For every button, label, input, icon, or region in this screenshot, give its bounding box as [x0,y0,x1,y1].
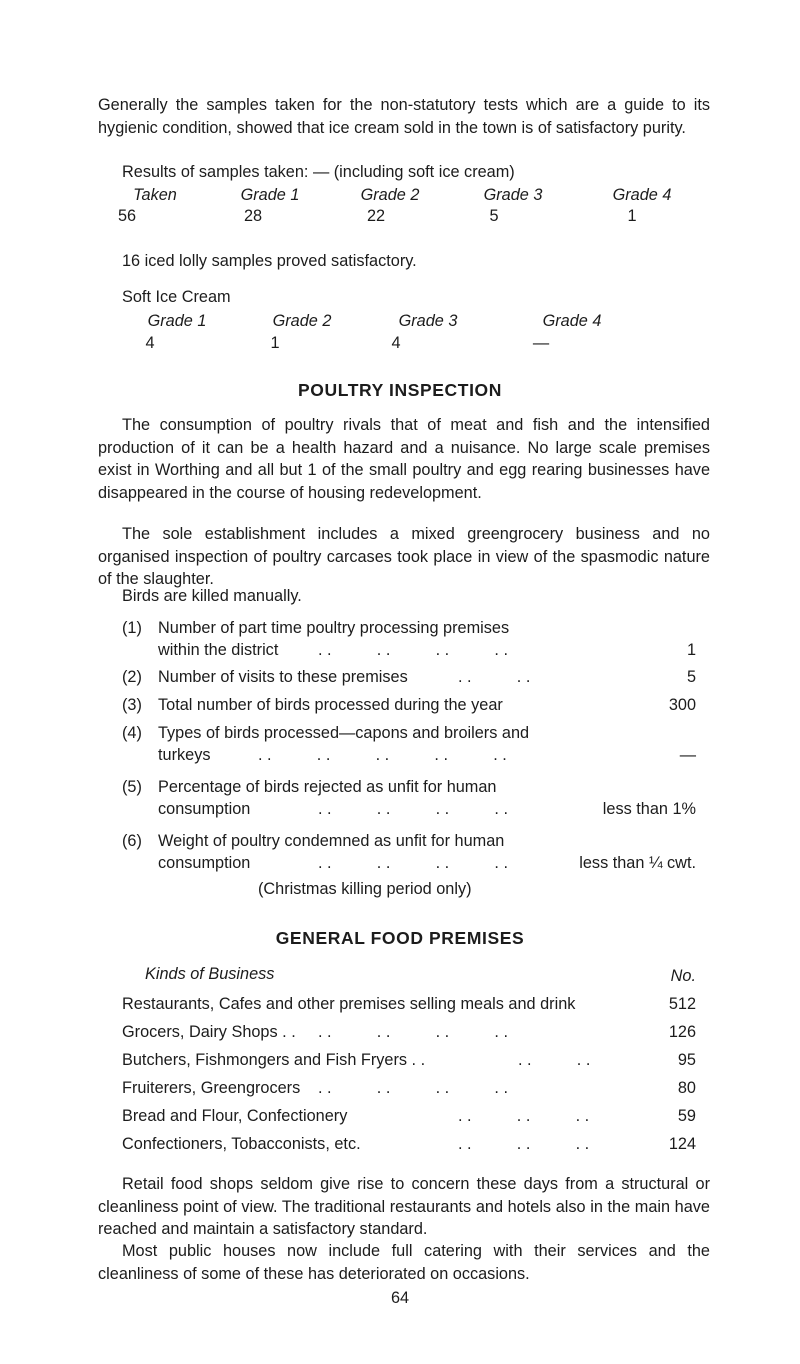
header-taken: Taken [133,186,177,204]
intro-paragraph: Generally the samples taken for the non-statutory tests which are a guide to its hygienic condition, showed that ice cream sold in the town is of satisfactory purity. [98,96,710,137]
value-grade-1: 28 [243,207,263,225]
list-item-text: consumption [158,800,251,818]
value-grade-2: 22 [366,207,386,225]
table-row-no: 59 [677,1107,696,1125]
iced-lolly-note: 16 iced lolly samples proved satisfactory. [122,252,417,270]
food-premises-paragraph-2: Most public houses now include full catering with their services and the cleanliness of some of these has deteriorated on occasions. [98,1242,710,1283]
table-row-kind: Restaurants, Cafes and other premises selling meals and drink [122,995,576,1013]
soft-value-grade-1: 4 [145,334,155,352]
column-header-kind: Kinds of Business [145,965,275,983]
table-row-kind: Bread and Flour, Confectionery [122,1107,348,1125]
value-grade-3: 5 [489,207,499,225]
table-row-no: 95 [677,1051,696,1069]
page-number: 64 [390,1289,410,1307]
list-item-text: Types of birds processed—capons and broilers and [158,724,530,742]
leader-dots: . . . . . . . . [318,1079,508,1097]
table-row-kind: Confectioners, Tobacconists, etc. [122,1135,361,1153]
soft-header-grade-2: Grade 2 [272,312,332,330]
results-label: Results of samples taken: — (including soft ice cream) [122,163,515,181]
leader-dots: . . . . . . . . [318,854,508,872]
leader-dots: . . . . . . . . [318,641,508,659]
leader-dots: . . . . . . . . [318,800,508,818]
leader-dots: . . . . . . . . . . [258,746,507,764]
header-grade-3: Grade 3 [483,186,543,204]
list-item-text: consumption [158,854,251,872]
list-number: (2) [122,668,142,686]
list-number: (6) [122,832,142,850]
list-item-value: 1 [686,641,696,659]
soft-value-grade-4: — [532,334,550,352]
table-row-kind: Butchers, Fishmongers and Fish Fryers . . [122,1051,426,1069]
list-number: (1) [122,619,142,637]
list-item-text: turkeys [158,746,211,764]
leader-dots: . . . . [458,668,531,686]
leader-dots: . . . . . . [458,1135,590,1153]
list-item-value: 5 [686,668,696,686]
christmas-note: (Christmas killing period only) [258,880,472,898]
soft-value-grade-3: 4 [391,334,401,352]
soft-value-grade-2: 1 [270,334,280,352]
poultry-paragraph-1: The consumption of poultry rivals that of meat and fish and the intensified production of it can be a health hazard and a nuisance. No large scale premises exist in Worthing and all but 1 of the small poultry and egg rearing businesses have disappeared in the course of housing redevelopment. [98,416,710,502]
list-item-value: less than ¼ cwt. [579,854,696,872]
header-grade-2: Grade 2 [360,186,420,204]
table-row-kind: Grocers, Dairy Shops . . [122,1023,296,1041]
poultry-paragraph-2: The sole establishment includes a mixed greengrocery business and no organised inspection of poultry carcases took place in view of the spasmodic nature of the slaughter. [98,525,710,588]
list-item-text: within the district [158,641,279,659]
soft-header-grade-4: Grade 4 [542,312,602,330]
list-number: (4) [122,724,142,742]
table-row-no: 124 [668,1135,696,1153]
list-item-text: Weight of poultry condemned as unfit for human [158,832,505,850]
leader-dots: . . . . . . [458,1107,590,1125]
table-row-no: 80 [677,1079,696,1097]
soft-header-grade-3: Grade 3 [398,312,458,330]
header-grade-4: Grade 4 [612,186,672,204]
list-item-value: 300 [668,696,696,714]
table-row-kind: Fruiterers, Greengrocers [122,1079,301,1097]
list-item-text: Number of part time poultry processing premises [158,619,510,637]
table-row-no: 126 [668,1023,696,1041]
birds-killed-note: Birds are killed manually. [122,587,302,605]
list-number: (3) [122,696,142,714]
column-header-no: No. [670,967,696,985]
list-number: (5) [122,778,142,796]
value-taken: 56 [117,207,137,225]
header-grade-1: Grade 1 [240,186,300,204]
list-item-value: — [679,746,696,764]
list-item-text: Total number of birds processed during the year [158,696,503,714]
leader-dots: . . . . . . . . [318,1023,508,1041]
food-premises-paragraph-1: Retail food shops seldom give rise to concern these days from a structural or cleanliness point of view. The traditional restaurants and hotels also in the main have reached and maintain a satisfactory standard. [98,1175,710,1238]
value-grade-4: 1 [627,207,637,225]
leader-dots: . . . . [518,1051,591,1069]
soft-ice-cream-label: Soft Ice Cream [122,288,231,306]
soft-header-grade-1: Grade 1 [147,312,207,330]
list-item-text: Number of visits to these premises [158,668,408,686]
list-item-value: less than 1% [602,800,696,818]
general-food-premises-heading: GENERAL FOOD PREMISES [275,928,525,948]
table-row-no: 512 [668,995,696,1013]
poultry-inspection-heading: POULTRY INSPECTION [298,380,502,400]
list-item-text: Percentage of birds rejected as unfit for human [158,778,497,796]
